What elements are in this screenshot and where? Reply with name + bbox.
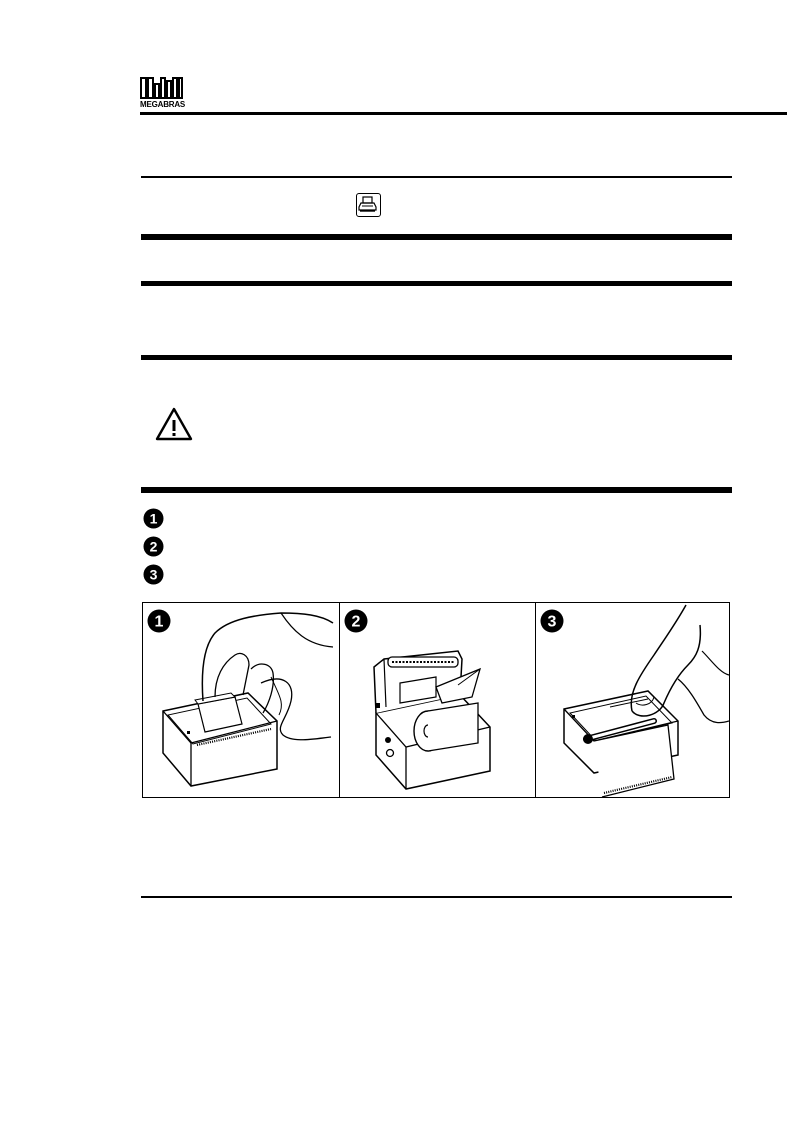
figure-panel-2	[340, 603, 535, 797]
printer-open-illustration	[340, 603, 535, 797]
figure-panel-1	[143, 603, 339, 797]
logo-text: MEGABRAS	[140, 100, 186, 109]
section-rule-thick-4	[141, 487, 732, 493]
printer-icon	[357, 194, 379, 215]
printer-button[interactable]	[356, 193, 381, 217]
step-3-badge	[143, 564, 164, 585]
printer-closing-illustration	[536, 603, 729, 797]
panel-3-number: 3	[547, 613, 557, 631]
section-rule-bottom	[141, 896, 732, 898]
section-rule-thick-2	[141, 281, 732, 286]
section-rule-thick-1	[141, 234, 732, 240]
step-1-badge	[143, 508, 164, 529]
figure-panel-3	[536, 603, 729, 797]
step-2-badge	[143, 536, 164, 557]
panel-2-badge	[344, 609, 368, 633]
printer-closed-illustration	[143, 603, 339, 797]
step-1-number: 1	[149, 510, 158, 527]
header-rule	[140, 112, 787, 115]
panel-1-badge	[147, 609, 171, 633]
panel-1-number: 1	[154, 613, 164, 631]
logo-mark	[140, 76, 184, 100]
panel-2-number: 2	[351, 613, 361, 631]
step-2-number: 2	[149, 538, 158, 555]
section-rule-top	[141, 176, 732, 178]
step-3-number: 3	[149, 566, 158, 583]
panel-3-badge	[540, 609, 564, 633]
warning-triangle-icon	[155, 407, 193, 441]
section-rule-thick-3	[141, 355, 732, 360]
megabras-logo	[140, 76, 184, 110]
paper-loading-figure	[142, 602, 730, 798]
